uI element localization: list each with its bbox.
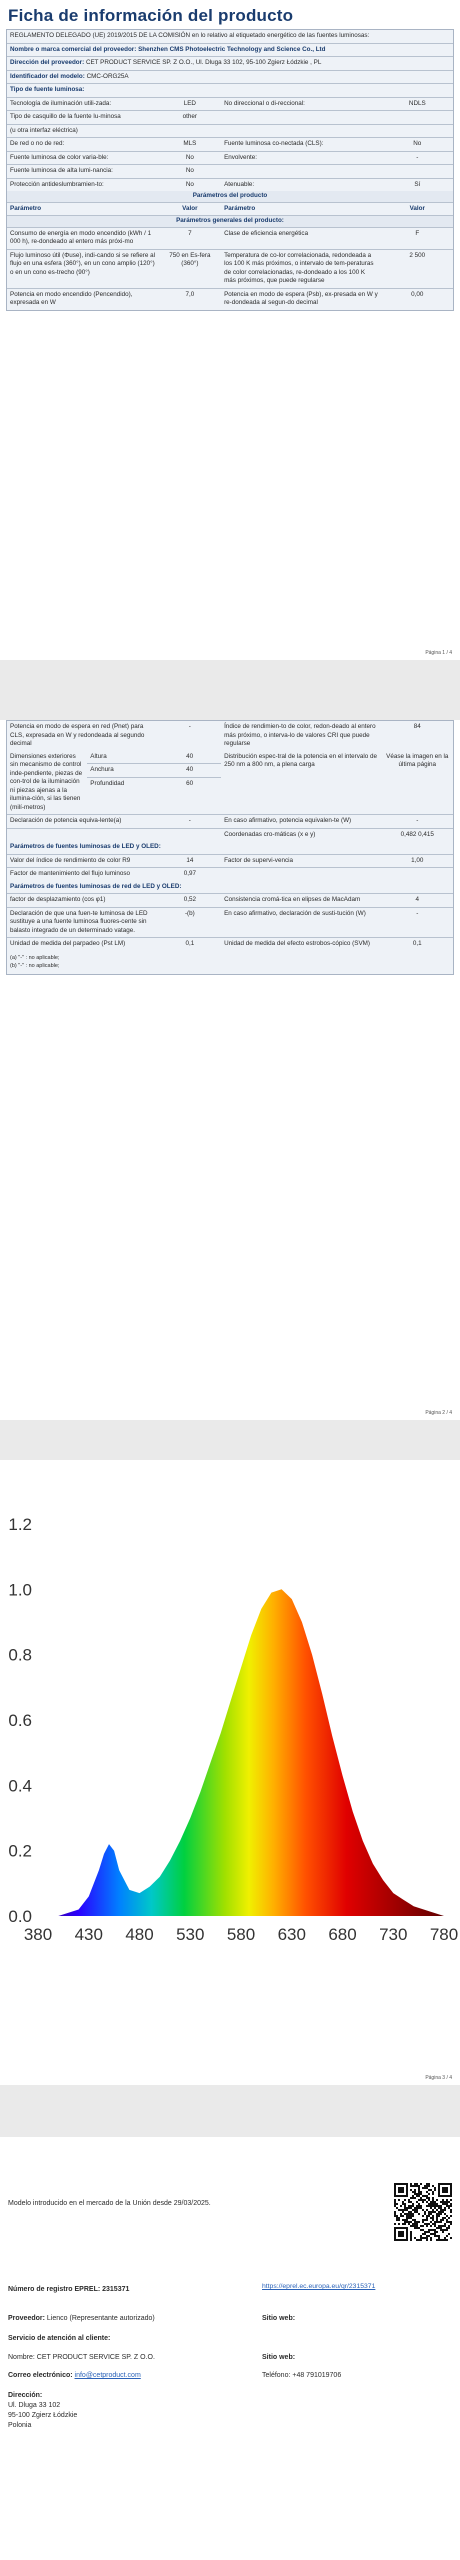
x-tick-label: 430 — [74, 1925, 103, 1944]
param-label: (u otra interfaz eléctrica) — [10, 126, 78, 134]
address-line-3: Polonia — [8, 2422, 32, 2429]
eprel-number: Número de registro EPREL: 2315371 — [8, 2286, 130, 2293]
mains-row — [7, 938, 453, 951]
mains-row — [7, 908, 453, 939]
param-value: No — [185, 153, 194, 161]
source-row — [7, 165, 453, 179]
source-type-heading: Tipo de fuente luminosa: — [10, 86, 85, 93]
dimensions-label: Dimensiones exteriores sin mecanismo de control inde-pendiente, piezas de con-trol de la iluminación ni piezas ajenas a la ilumina-ción, si las tienen (milí-metros) — [10, 752, 83, 811]
param-label: Consumo de energía en modo encendido (kWh / 1 000 h), re-dondeado al entero más próxi-mo — [10, 229, 152, 245]
general-params-header: Parámetros generales del producto: — [7, 216, 453, 227]
led-row — [7, 855, 453, 869]
param-value: LED — [183, 99, 196, 107]
param-label: Fuente luminosa de alta lumi-nancia: — [10, 167, 113, 174]
param-value: F — [415, 229, 420, 237]
param-label: Fuente luminosa de color varia-ble: — [10, 153, 109, 161]
param-label: Temperatura de co-lor correlacionada, redondeada a los 100 K más próximos, o intervalo de tem-peraturas de color correlacionadas, re-dondeado a los 100 K más próximos, que puede regularse — [224, 251, 374, 284]
dimension-label: Altura — [90, 752, 107, 760]
website-label-2: Sitio web: — [262, 2354, 296, 2361]
address-line-2: 95-100 Zgierz Łódzkie — [8, 2412, 78, 2419]
source-row — [7, 138, 453, 152]
param-label — [7, 829, 159, 842]
param-label: Atenuable: — [224, 180, 255, 188]
dimension-value: 40 — [186, 766, 194, 773]
address-line-1: Ul. Dluga 33 102 — [8, 2402, 61, 2409]
param-label: Consistencia cromá-tica en elipses de MacAdam — [224, 896, 361, 903]
param-label — [221, 868, 382, 881]
mains-row — [7, 894, 453, 908]
address-label: Dirección: — [8, 2392, 43, 2399]
spectral-chart — [4, 1504, 459, 1944]
eprel-qr-code[interactable] — [394, 2183, 452, 2241]
source-rows — [7, 98, 453, 192]
company-name: Nombre: CET PRODUCT SERVICE SP. Z O.O. — [8, 2354, 155, 2361]
param-value: - — [188, 817, 191, 824]
x-tick-label: 580 — [226, 1925, 256, 1944]
param-value: 1,00 — [411, 856, 424, 864]
param-label: Valor del índice de rendimiento de color R9 — [10, 856, 131, 864]
supplier-name: Nombre o marca comercial del proveedor: Shenzhen CMS Photoelectric Technology and Science Co., Ltd — [10, 45, 326, 53]
page-1 — [0, 0, 460, 660]
spectrum-area — [38, 1589, 444, 1916]
footnotes — [7, 951, 62, 975]
mains-params-header: Parámetros de fuentes luminosas de red de LED y OLED: — [10, 882, 182, 890]
x-tick-label: 530 — [176, 1925, 205, 1944]
info-sheet-page-1 — [6, 29, 454, 311]
supplier-address: Dirección del proveedor: CET PRODUCT SERVICE SP. Z O.O., Ul. Dluga 33 102, 95-100 Zgierz Łódzkie , PL — [10, 59, 322, 66]
param-value: No — [185, 167, 194, 174]
param-value: -(b) — [184, 909, 195, 917]
param-label: Potencia en modo encendido (Pencendido), expresada en W — [10, 290, 133, 306]
param-label: Unidad de medida del parpadeo (Pst LM) — [10, 940, 126, 947]
param-value — [382, 868, 453, 881]
y-tick-label: 0.2 — [8, 1841, 32, 1861]
param-value: 0,00 — [411, 290, 424, 298]
param-label: Envolvente: — [224, 153, 257, 161]
mains-rows — [7, 894, 453, 951]
info-sheet-page-2 — [6, 720, 454, 975]
p2-mid-row — [7, 815, 453, 829]
p2-mid-row — [7, 829, 453, 842]
param-value: - — [416, 909, 419, 917]
param-value — [382, 125, 453, 138]
market-intro: Modelo introducido en el mercado de la Unión desde 29/03/2025. — [8, 2200, 211, 2207]
param-value: MLS — [183, 140, 197, 147]
param-label: De red o no de red: — [10, 140, 65, 147]
param-label: Clase de eficiencia energética — [224, 229, 309, 237]
source-row — [7, 179, 453, 192]
y-tick-label: 0.4 — [8, 1776, 32, 1796]
param-value: 750 en Es-fera (360°) — [169, 251, 211, 267]
page-number: Página 3 / 4 — [425, 2075, 452, 2081]
provider: Proveedor: Lienco (Representante autorizado) — [8, 2315, 155, 2322]
p2-mid-rows — [7, 815, 453, 841]
param-value: 0,1 — [185, 940, 195, 947]
param-value: 7,0 — [185, 290, 195, 298]
param-label: Potencia en modo de espera (Psb), ex-presada en W y re-dondeada al segun-do decimal — [224, 290, 378, 306]
param-value: NDLS — [408, 99, 426, 107]
param-value: Sí — [414, 180, 421, 188]
param-label — [221, 111, 382, 124]
general-row — [7, 250, 453, 289]
dimension-row — [87, 751, 221, 765]
param-value: 0,97 — [183, 870, 196, 877]
x-tick-label: 780 — [429, 1925, 459, 1944]
dimension-label: Anchura — [90, 766, 114, 773]
column-header-row: Parámetro Valor Parámetro Valor — [7, 203, 453, 217]
page-title: Ficha de información del producto — [8, 6, 294, 25]
param-value: 14 — [186, 856, 194, 864]
dimension-label: Profundidad — [90, 779, 125, 787]
dimensions-row — [7, 751, 453, 816]
param-value: 0,1 — [412, 940, 422, 947]
param-label: Potencia en modo de espera en red (Pnet) para CLS, expresada en W y redondeada al segundo decimal — [10, 723, 145, 747]
x-tick-label: 730 — [379, 1925, 408, 1944]
dimensions-values — [87, 751, 221, 815]
page-2 — [0, 720, 460, 1420]
param-value — [382, 111, 453, 124]
param-value: - — [188, 723, 191, 730]
param-value: 4 — [415, 896, 420, 903]
spectral-chart-svg — [4, 1504, 459, 1944]
dimension-row — [87, 764, 221, 778]
spectral-value: Véase la imagen en la última página — [386, 752, 449, 768]
param-label: Fuente luminosa co-nectada (CLS): — [224, 140, 324, 147]
source-row — [7, 111, 453, 125]
param-value: - — [416, 817, 419, 824]
y-tick-label: 1.0 — [8, 1580, 32, 1600]
chart-area — [38, 1589, 444, 1916]
customer-service-heading: Servicio de atención al cliente: — [8, 2335, 111, 2342]
param-label: En caso afirmativo, potencia equivalen-te (W) — [224, 817, 352, 824]
y-tick-label: 1.2 — [8, 1515, 32, 1534]
website-label: Sitio web: — [262, 2315, 296, 2322]
param-label: Declaración de que una fuen-te luminosa de LED sustituye a una fuente luminosa fluores-cente sin balasto integrado de un determinado vatage. — [10, 909, 148, 934]
param-value: No — [185, 180, 194, 188]
spectral-label: Distribución espec-tral de la potencia en el intervalo de 250 nm a 800 nm, a plena carga — [224, 752, 378, 768]
param-value: No — [413, 140, 422, 147]
x-tick-label: 480 — [125, 1925, 154, 1944]
y-tick-label: 0.8 — [8, 1645, 32, 1665]
param-label: No direccional o di-reccional: — [224, 99, 305, 107]
param-value: 84 — [413, 723, 421, 730]
param-label: Protección antideslumbramien-to: — [10, 180, 104, 188]
x-tick-label: 380 — [23, 1925, 53, 1944]
dimension-row — [87, 778, 221, 791]
param-value — [382, 165, 453, 178]
led-rows — [7, 855, 453, 881]
email-link[interactable]: info@cetproduct.com — [74, 2372, 141, 2379]
general-row — [7, 289, 453, 310]
general-rows — [7, 228, 453, 310]
param-label: Flujo luminoso útil (Φuse), indi-cando si se refiere al flujo en una esfera (360°), en un cono amplio (120°) o en un cono es-trecho (90°) — [10, 251, 156, 276]
param-label: Índice de rendimien-to de color, redon-deado al entero más próximo, o interva-lo de valores CRI que puede regularse — [224, 723, 376, 747]
param-value — [159, 829, 221, 842]
led-row — [7, 868, 453, 881]
x-tick-label: 630 — [277, 1925, 306, 1944]
param-label: Tipo de casquillo de la fuente lu-minosa — [10, 113, 121, 120]
eprel-link[interactable]: https://eprel.ec.europa.eu/qr/2315371 — [262, 2283, 376, 2290]
param-value: 2 500 — [409, 251, 426, 259]
param-label: Factor de mantenimiento del flujo luminoso — [10, 870, 131, 877]
dimension-value: 60 — [186, 779, 194, 787]
page-3 — [0, 1460, 460, 2085]
general-row — [7, 228, 453, 250]
param-value: 7 — [188, 229, 192, 237]
param-value: - — [416, 153, 419, 161]
p2-top-row — [7, 721, 453, 751]
page-4 — [0, 2137, 460, 2560]
y-tick-label: 0.6 — [8, 1711, 32, 1730]
param-label: En caso afirmativo, declaración de susti-tución (W) — [224, 909, 366, 917]
param-label: Tecnología de iluminación utili-zada: — [10, 99, 112, 107]
x-tick-label: 680 — [328, 1925, 357, 1944]
param-value: 0,52 — [183, 896, 196, 903]
source-row — [7, 98, 453, 112]
dimension-value: 40 — [186, 752, 194, 760]
source-row — [7, 125, 453, 139]
footnote: (b) "-" : no aplicable; — [10, 963, 60, 970]
regulation-text: REGLAMENTO DELEGADO (UE) 2019/2015 DE LA COMISIÓN en lo relativo al etiquetado energético de las fuentes luminosas: — [10, 32, 370, 39]
param-label: Coordenadas cro-máticas (x e y) — [224, 830, 316, 838]
param-value: 0,482 0,415 — [400, 830, 434, 838]
product-params-header: Parámetros del producto — [7, 191, 453, 202]
param-value — [159, 125, 221, 138]
param-label: Factor de supervi-vencia — [224, 856, 294, 864]
phone: Teléfono: +48 791019706 — [262, 2372, 342, 2379]
page-number: Página 2 / 4 — [425, 1410, 452, 1416]
param-label: factor de desplazamiento (cos φ1) — [10, 896, 106, 903]
led-params-header: Parámetros de fuentes luminosas de LED y OLED: — [10, 843, 161, 850]
param-label — [221, 165, 382, 178]
param-label: Unidad de medida del efecto estrobos-cópico (SVM) — [224, 940, 371, 947]
model-identifier: Identificador del modelo: CMC-ORG25A — [10, 72, 129, 80]
param-label — [221, 125, 382, 138]
footnote: (a) "-" : no aplicable; — [10, 954, 60, 961]
param-label: Declaración de potencia equiva-lente(a) — [10, 817, 122, 824]
page-number: Página 1 / 4 — [425, 650, 452, 656]
y-tick-label: 0.0 — [8, 1907, 32, 1926]
source-row — [7, 152, 453, 166]
param-value: other — [182, 113, 198, 120]
p2-top-rows — [7, 721, 453, 751]
email-row: Correo electrónico: info@cetproduct.com — [8, 2372, 141, 2379]
